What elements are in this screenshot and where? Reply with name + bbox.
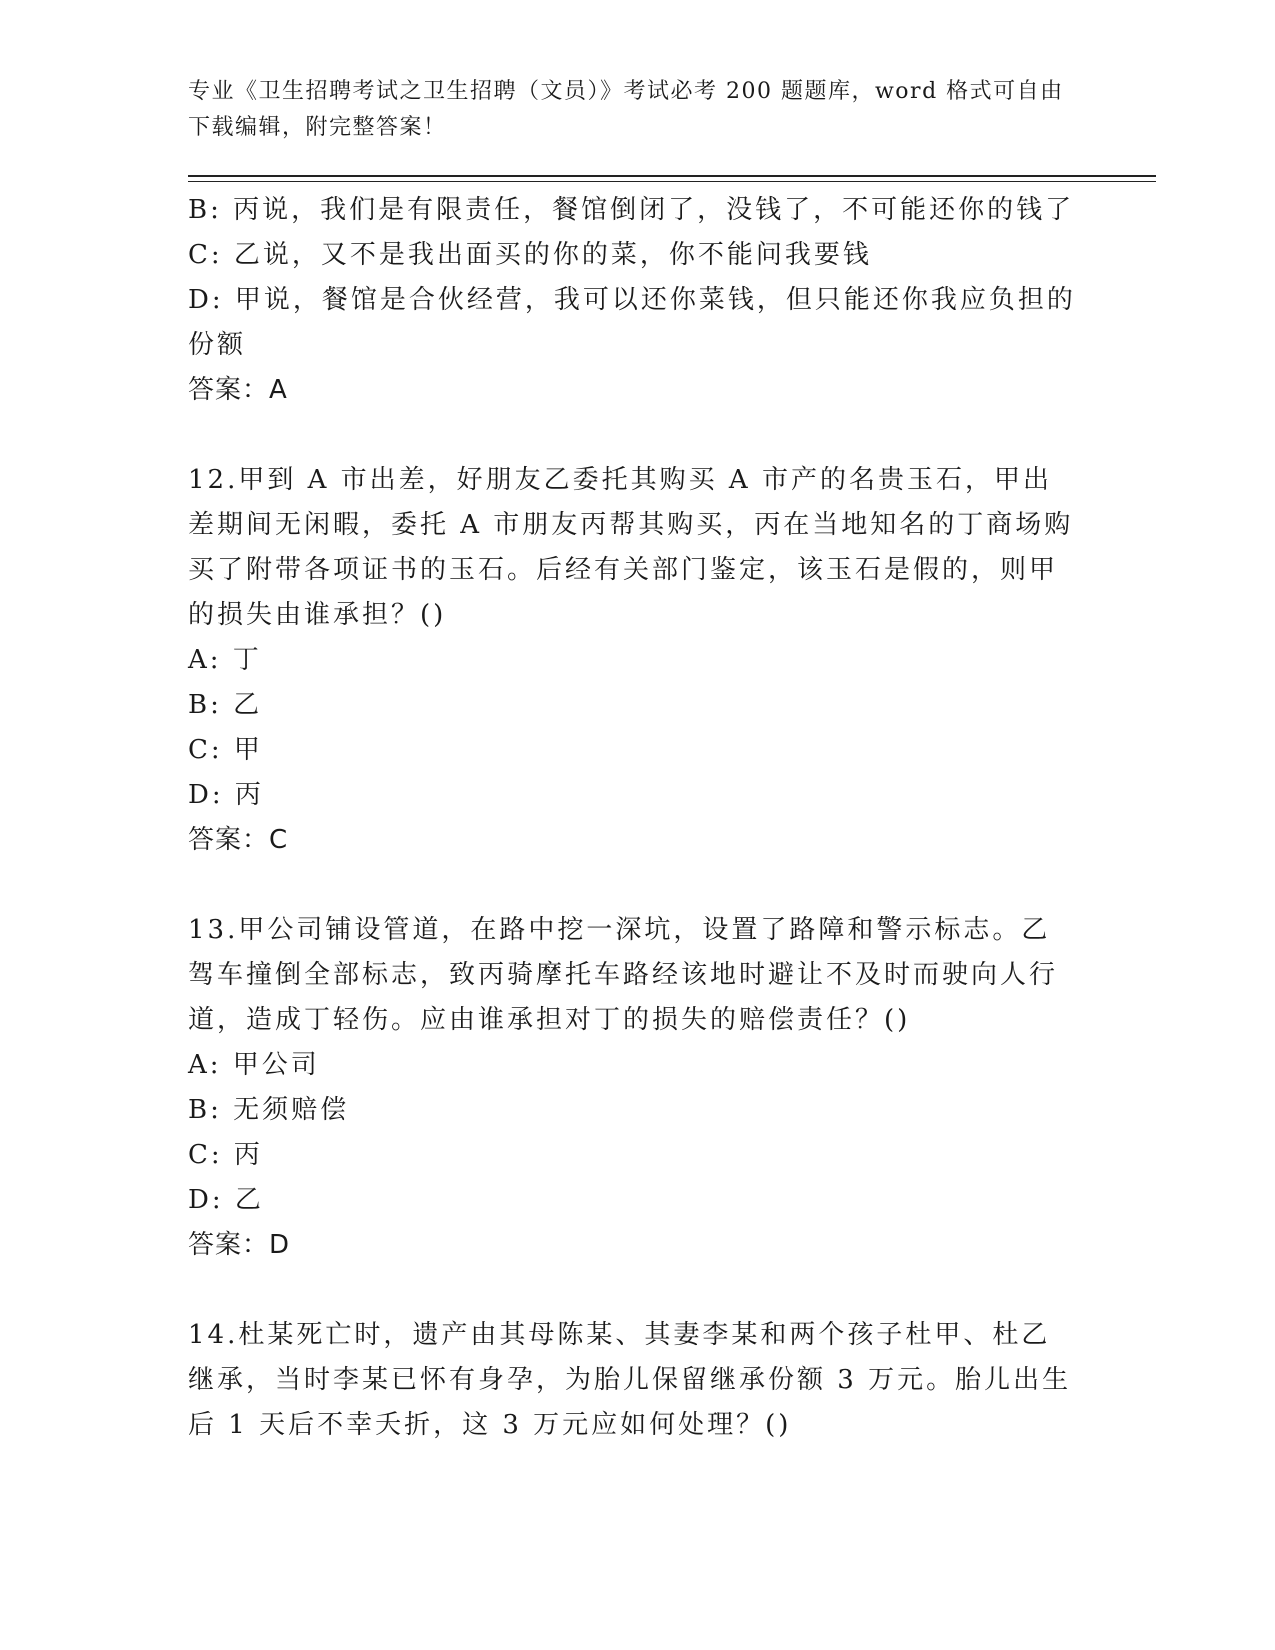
question-14 — [188, 1313, 1078, 1448]
question-11-continuation — [188, 188, 1078, 413]
question-stem: 14.杜某死亡时，遗产由其母陈某、其妻李某和两个孩子杜甲、杜乙继承，当时李某已怀有身孕，为胎儿保留继承份额 3 万元。胎儿出生后 1 天后不幸夭折，这 3 万元应如何处理？() — [188, 1320, 1072, 1440]
question-stem: 13.甲公司铺设管道，在路中挖一深坑，设置了路障和警示标志。乙驾车撞倒全部标志，致丙骑摩托车路经该地时避让不及时而驶向人行道，造成丁轻伤。应由谁承担对丁的损失的赔偿责任？() — [188, 915, 1059, 1035]
spacer — [188, 863, 1078, 908]
header-rule-thick — [188, 175, 1156, 177]
option-d: D: 丙 — [188, 780, 264, 810]
answer-line: 答案：A — [188, 375, 288, 405]
spacer — [188, 413, 1078, 458]
option-b: B: 乙 — [188, 690, 263, 720]
answer-line: 答案：D — [188, 1230, 291, 1260]
option-b: B: 丙说，我们是有限责任，餐馆倒闭了，没钱了，不可能还你的钱了 — [188, 195, 1075, 225]
header-title: 专业《卫生招聘考试之卫生招聘（文员）》考试必考 200 题题库，word 格式可自由下载编辑，附完整答案！ — [188, 79, 1064, 140]
header-rule-thin — [188, 181, 1156, 182]
document-header — [188, 74, 1068, 146]
option-c: C: 甲 — [188, 735, 263, 765]
question-stem: 12.甲到 A 市出差，好朋友乙委托其购买 A 市产的名贵玉石，甲出差期间无闲暇，委托 A 市朋友丙帮其购买，丙在当地知名的丁商场购买了附带各项证书的玉石。后经有关部门鉴定，该玉石是假的，则甲的损失由谁承担？() — [188, 465, 1074, 630]
option-a: A: 丁 — [188, 645, 262, 675]
option-d: D: 甲说，餐馆是合伙经营，我可以还你菜钱，但只能还你我应负担的份额 — [188, 285, 1076, 360]
question-12 — [188, 458, 1078, 863]
question-13 — [188, 908, 1078, 1268]
option-c: C: 乙说，又不是我出面买的你的菜，你不能问我要钱 — [188, 240, 872, 270]
question-content — [188, 188, 1078, 1448]
spacer — [188, 1268, 1078, 1313]
option-b: B: 无须赔偿 — [188, 1095, 350, 1125]
option-c: C: 丙 — [188, 1140, 263, 1170]
answer-line: 答案：C — [188, 825, 289, 855]
option-a: A: 甲公司 — [188, 1050, 320, 1080]
option-d: D: 乙 — [188, 1185, 264, 1215]
